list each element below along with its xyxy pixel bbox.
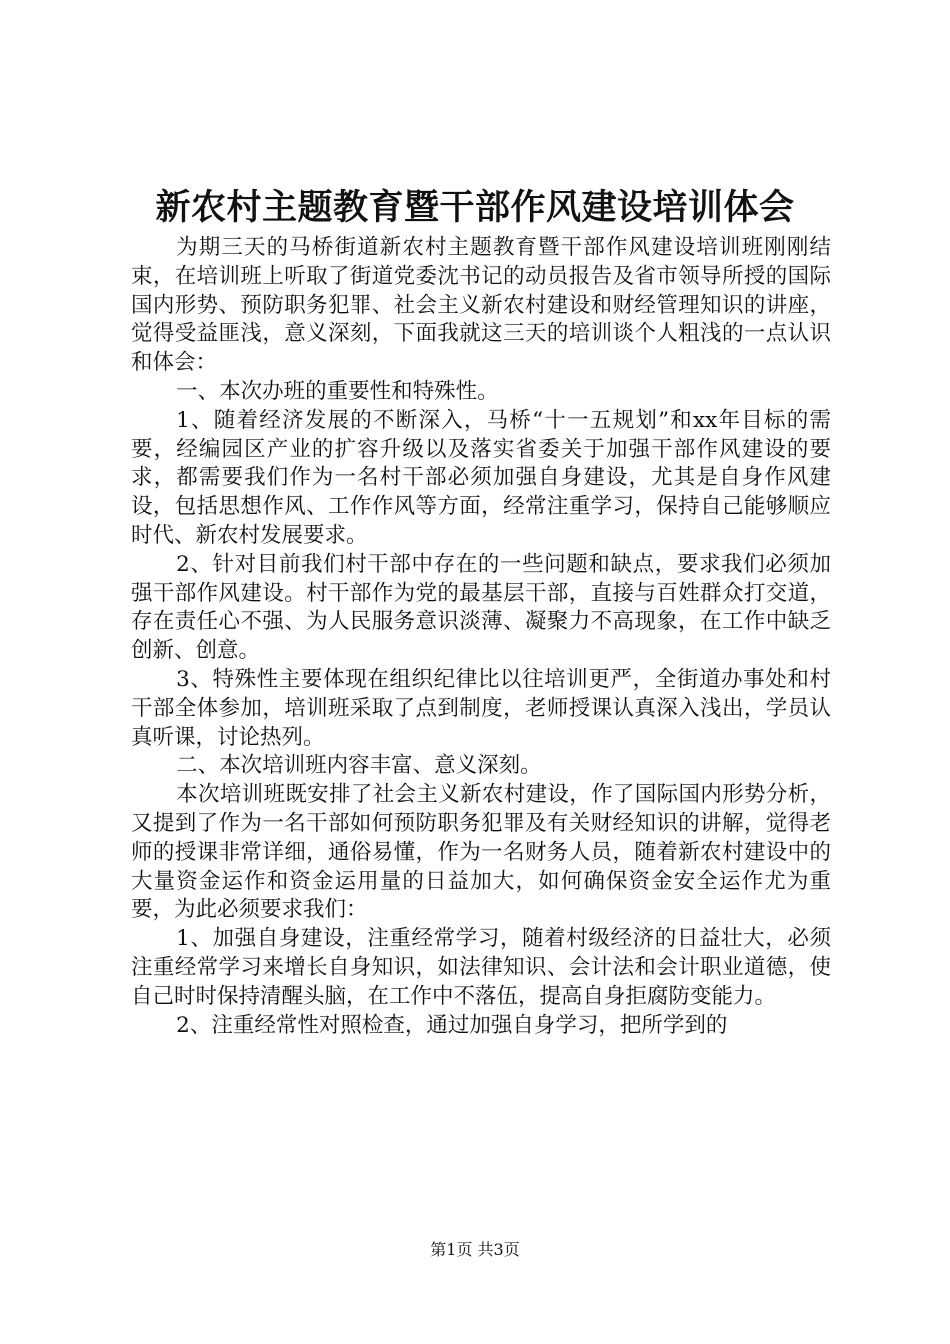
document-title: 新农村主题教育暨干部作风建设培训体会 (155, 187, 795, 228)
paragraph-1-1: 1、随着经济发展的不断深入，马桥“十一五规划”和xx年目标的需要，经编园区产业的扩容升级以及落实省委关于加强干部作风建设的要求，都需要我们作为一名村干部必须加强自身建设，尤其是自身作风建设，包括思想作风、工作作风等方面，经常注重学习，保持自己能够顺应时代、新农村发展要求。 (131, 407, 831, 548)
paragraph-1-3: 3、特殊性主要体现在组织纪律比以往培训更严，全街道办事处和村干部全体参加，培训班采取了点到制度，老师授课认真深入浅出，学员认真听课，讨论热列。 (131, 666, 831, 750)
paragraph-2-intro: 本次培训班既安排了社会主义新农村建设，作了国际国内形势分析，又提到了作为一名干部如何预防职务犯罪及有关财经知识的讲解，觉得老师的授课非常详细，通俗易懂，作为一名财务人员，随着新农村建设中的大量资金运作和资金运用量的日益加大，如何确保资金安全运作尤为重要，为此必须要求我们： (131, 782, 831, 923)
paragraph-intro: 为期三天的马桥街道新农村主题教育暨干部作风建设培训班刚刚结束，在培训班上听取了街道党委沈书记的动员报告及省市领导所授的国际国内形势、预防职务犯罪、社会主义新农村建设和财经管理知识的讲座，觉得受益匪浅，意义深刻，下面我就这三天的培训谈个人粗浅的一点认识和体会： (131, 235, 831, 376)
document-body (131, 234, 831, 1040)
paragraph-2-1: 1、加强自身建设，注重经常学习，随着村级经济的日益壮大，必须注重经常学习来增长自身知识，如法律知识、会计法和会计职业道德，使自己时时保持清醒头脑，在工作中不落伍，提高自身拒腐防变能力。 (131, 926, 831, 1009)
page-footer: 第1页 共3页 (430, 1240, 520, 1259)
section-heading-2: 二、本次培训班内容丰富、意义深刻。 (176, 753, 542, 779)
paragraph-1-2: 2、针对目前我们村干部中存在的一些问题和缺点，要求我们必须加强干部作风建设。村干部作为党的最基层干部，直接与百姓群众打交道，存在责任心不强、为人民服务意识淡薄、凝聚力不高现象，在工作中缺乏创新、创意。 (131, 551, 831, 664)
section-heading-1: 一、本次办班的重要性和特殊性。 (176, 378, 499, 404)
paragraph-2-2: 2、注重经常性对照检查，通过加强自身学习，把所学到的 (176, 1012, 728, 1038)
